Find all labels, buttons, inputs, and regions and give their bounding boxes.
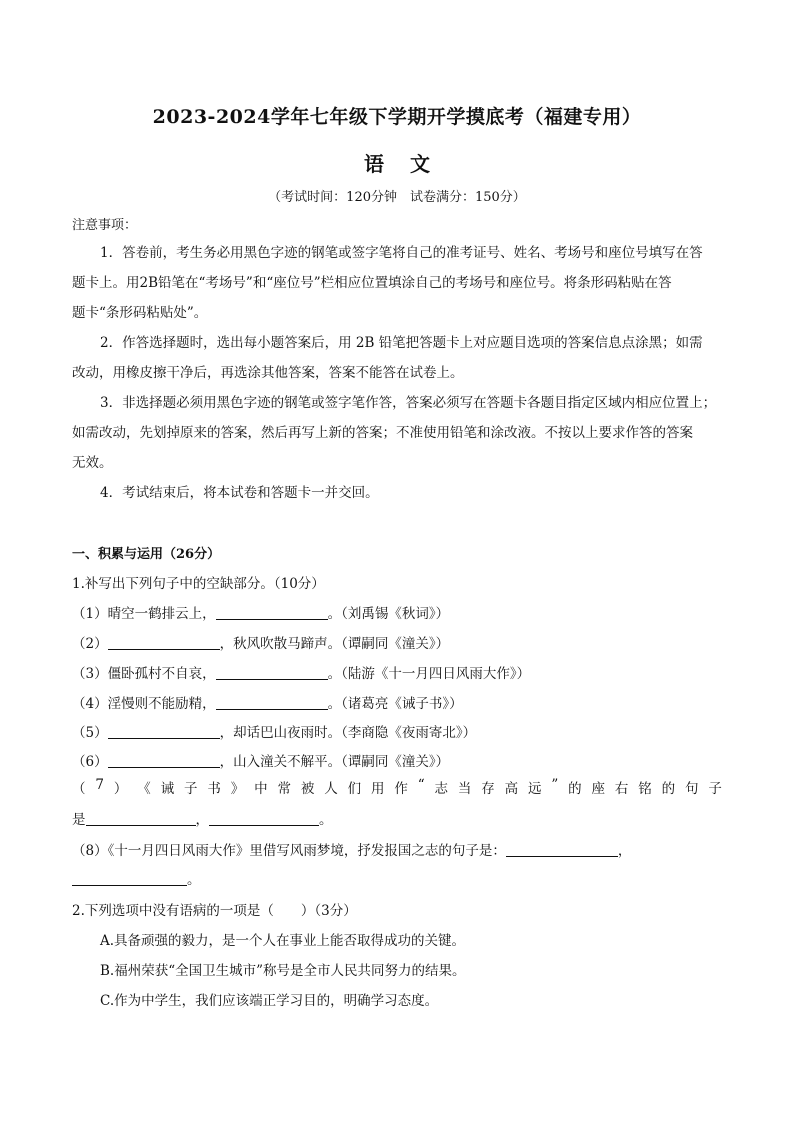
- section-heading: 一、积累与运用（26分）: [72, 547, 221, 562]
- item-7-char: 中: [254, 781, 268, 797]
- notice-line: 如需改动，先划掉原来的答案，然后再写上新的答案；不准使用铅笔和涂改液。不按以上要求作答的答案: [72, 425, 693, 441]
- item-text: （8）《十一月四日风雨大作》里借写风雨梦境，抒发报国之志的句子是：: [72, 843, 506, 859]
- item-7-char: 铭: [638, 781, 652, 797]
- item-7-char: 存: [481, 781, 495, 797]
- item-7-char: 的: [661, 781, 676, 797]
- item-7-char: 远: [528, 781, 542, 797]
- answer-blank[interactable]: [216, 695, 328, 710]
- item-7-char: 《: [137, 781, 151, 797]
- item-7-char: 7: [95, 777, 104, 793]
- item-text: 是: [72, 812, 86, 828]
- question-2-option-b[interactable]: B.福州荣获“全国卫生城市”称号是全市人民共同努力的结果。: [100, 963, 466, 979]
- answer-blank[interactable]: [209, 811, 319, 826]
- item-7-char: 句: [685, 781, 699, 797]
- item-7-char: 志: [434, 781, 448, 797]
- notice-line: 1．答卷前，考生务必用黑色字迹的钢笔或签字笔将自己的准考证号、姓名、考场号和座位号填写在答: [100, 245, 703, 261]
- item-text: （5）: [72, 725, 108, 741]
- question-2-stem: 2.下列选项中没有语病的一项是（ ）（3分）: [72, 903, 357, 919]
- question-1-item-5: [72, 721, 476, 741]
- item-text: （3）僵卧孤村不自哀，: [72, 666, 216, 682]
- item-7-char: 常: [277, 781, 291, 797]
- item-7-char: 座: [591, 781, 606, 797]
- item-7-char: 用: [370, 781, 385, 797]
- item-7-char: 的: [568, 781, 582, 797]
- item-7-char: “: [417, 777, 425, 793]
- answer-blank[interactable]: [108, 724, 220, 739]
- item-7-char: 作: [394, 781, 408, 797]
- item-text: ，却话巴山夜雨时。（李商隐《夜雨寄北》）: [219, 725, 477, 741]
- answer-blank[interactable]: [72, 871, 187, 886]
- answer-blank[interactable]: [216, 605, 328, 620]
- item-7-char: 被: [300, 781, 315, 797]
- question-1-item-8: [72, 839, 631, 859]
- question-2-option-a[interactable]: A.具备顽强的毅力，是一个人在事业上能否取得成功的关键。: [100, 933, 466, 949]
- notice-item-3: [72, 388, 724, 478]
- notice-line: 无效。: [72, 455, 113, 471]
- notice-item-2: [72, 328, 724, 388]
- item-7-char: 》: [230, 781, 245, 797]
- subject-title: 语文: [364, 152, 456, 176]
- question-1-item-6: [72, 750, 449, 770]
- item-7-char: ）: [113, 781, 128, 797]
- item-text: （4）淫慢则不能励精，: [72, 696, 216, 712]
- exam-title: 2023-2024学年七年级下学期开学摸底考（福建专用）: [152, 106, 642, 128]
- notice-line: 4．考试结束后，将本试卷和答题卡一并交回。: [100, 485, 379, 501]
- item-7-char: 子: [708, 781, 722, 797]
- notice-item-4: [72, 478, 724, 508]
- question-1-stem: 1.补写出下列句子中的空缺部分。（10分）: [72, 576, 325, 592]
- item-7-char: 子: [183, 781, 198, 797]
- item-7-char: 诫: [160, 781, 175, 797]
- item-text: ，: [617, 843, 632, 859]
- item-text: 。（刘禹锡《秋词》）: [327, 606, 450, 622]
- notice-item-1: [72, 238, 724, 328]
- item-7-char: 高: [504, 781, 519, 797]
- exam-info: （考试时间：120分钟 试卷满分：150分）: [268, 190, 526, 205]
- item-7-char: ”: [551, 777, 559, 793]
- question-1-item-7: [72, 777, 722, 797]
- item-text: （1）晴空一鹤排云上，: [72, 606, 216, 622]
- question-1-item-1: [72, 602, 449, 622]
- item-7-char: 右: [614, 781, 629, 797]
- item-text: （6）: [72, 754, 108, 770]
- notice-line: 3．非选择题必须用黑色字迹的钢笔或签字笔作答，答案必须写在答题卡各题目指定区域内相应位置上；: [100, 395, 717, 411]
- item-7-char: （: [72, 781, 86, 797]
- item-7-char: 当: [457, 781, 472, 797]
- item-text: ，山入潼关不解平。（谭嗣同《潼关》）: [219, 754, 450, 770]
- answer-blank[interactable]: [216, 665, 328, 680]
- item-text: ，: [195, 812, 209, 828]
- question-1-item-8-line-2: [72, 868, 201, 888]
- answer-blank[interactable]: [108, 635, 220, 650]
- answer-blank[interactable]: [506, 842, 618, 857]
- answer-blank[interactable]: [86, 811, 196, 826]
- answer-blank[interactable]: [108, 753, 220, 768]
- item-text: 。: [187, 872, 201, 888]
- question-1-item-4: [72, 692, 463, 712]
- item-7-char: 们: [347, 781, 362, 797]
- question-1-item-2: [72, 632, 449, 652]
- notice-line: 2．作答选择题时，选出每小题答案后，用 2B 铅笔把答题卡上对应题目选项的答案信息点涂黑；如需: [100, 335, 703, 351]
- notice-line: 题卡“条形码粘贴处”。: [72, 305, 208, 321]
- notice-heading: 注意事项：: [72, 218, 138, 233]
- question-1-item-7-answer-line: [72, 808, 333, 828]
- item-text: 。: [319, 812, 333, 828]
- notice-line: 题卡上。用2B铅笔在“考场号”和“座位号”栏相应位置填涂自己的考场号和座位号。将条形码粘贴在答: [72, 275, 672, 291]
- item-7-char: 书: [207, 781, 221, 797]
- item-text: 。（诸葛亮《诫子书》）: [327, 696, 463, 712]
- notice-line: 改动，用橡皮擦干净后，再选涂其他答案，答案不能答在试卷上。: [72, 365, 464, 381]
- item-text: ，秋风吹散马蹄声。（谭嗣同《潼关》）: [219, 636, 450, 652]
- question-1-item-3: [72, 662, 530, 682]
- item-text: （2）: [72, 636, 108, 652]
- item-7-char: 人: [324, 781, 338, 797]
- item-text: 。（陆游《十一月四日风雨大作》）: [327, 666, 531, 682]
- question-2-option-c[interactable]: C.作为中学生，我们应该端正学习目的，明确学习态度。: [100, 993, 439, 1009]
